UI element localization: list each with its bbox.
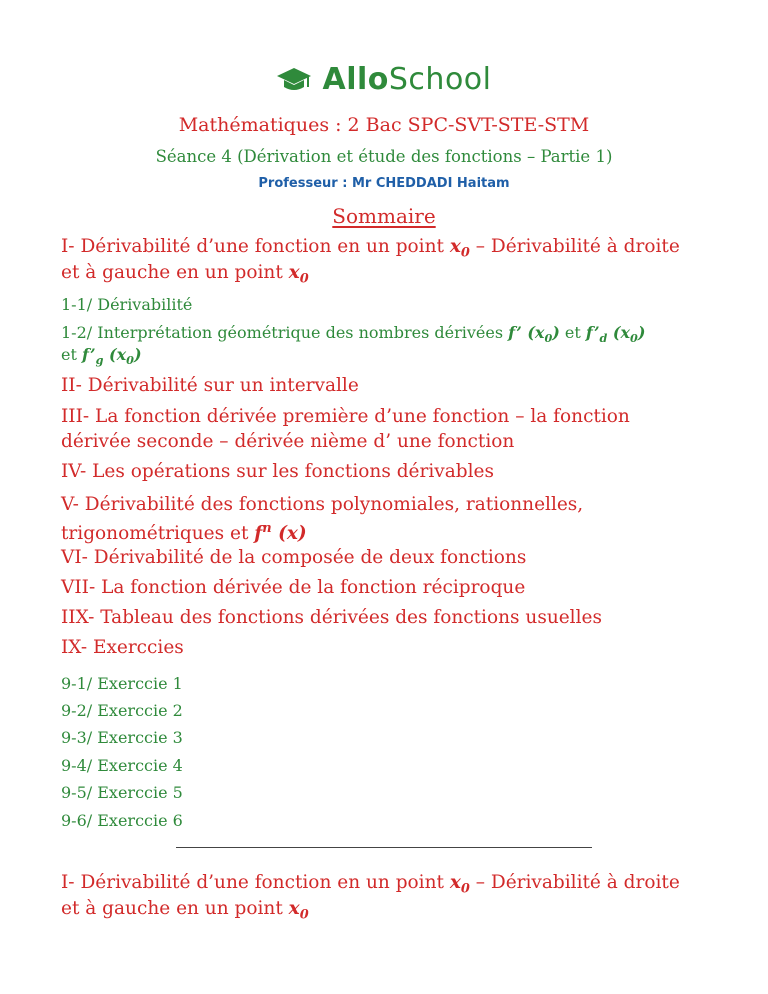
toc-text: – Dérivabilité à droite xyxy=(469,236,680,257)
math-x0: $x_0$ xyxy=(288,898,309,923)
graduation-cap-icon xyxy=(276,65,312,95)
toc-item-section-5[interactable]: V- Dérivabilité des fonctions polynomiales, rationnelles, xyxy=(61,494,584,515)
toc-item-exercise[interactable]: 9-3/ Exerccie 3 xyxy=(61,728,183,747)
toc-text: trigonométriques et xyxy=(61,523,255,545)
math-x0: $x_0$ xyxy=(449,872,470,897)
section-1-heading-cont xyxy=(61,896,309,929)
math-fn-x: $f^n$ (x) xyxy=(254,521,307,545)
toc-text: et xyxy=(61,345,82,364)
toc-item-1-2-cont[interactable] xyxy=(61,344,142,371)
document-title: Mathématiques : 2 Bac SPC-SVT-STE-STM xyxy=(178,114,590,136)
toc-item-section-2[interactable]: II- Dérivabilité sur un intervalle xyxy=(61,375,359,396)
horizontal-divider xyxy=(176,847,592,848)
math-x0: $x_0$ xyxy=(449,236,470,261)
document-subtitle: Séance 4 (Dérivation et étude des fonctions – Partie 1) xyxy=(155,147,613,166)
toc-text: et à gauche en un point xyxy=(61,262,289,283)
math-x0: $x_0$ xyxy=(288,262,309,287)
toc-item-1-1[interactable]: 1-1/ Dérivabilité xyxy=(61,295,193,314)
toc-text: et xyxy=(559,323,586,342)
logo-text-bold: Allo xyxy=(322,62,389,97)
professor-name: Professeur : Mr CHEDDADI Haitam xyxy=(258,176,510,191)
toc-item-section-9[interactable]: IX- Exerccies xyxy=(61,637,184,658)
logo-text-rest: School xyxy=(388,62,492,97)
toc-item-exercise[interactable]: 9-2/ Exerccie 2 xyxy=(61,701,183,720)
toc-item-section-5-cont[interactable] xyxy=(61,516,307,547)
toc-item-exercise[interactable]: 9-1/ Exerccie 1 xyxy=(61,674,183,693)
math-fprime-d-x0: $f’_d$ $(x_0)$ xyxy=(585,323,646,346)
toc-item-1-2[interactable] xyxy=(61,322,645,349)
toc-item-section-7[interactable]: VII- La fonction dérivée de la fonction réciproque xyxy=(61,577,526,598)
alloschool-logo xyxy=(0,62,768,97)
toc-text: 1-2/ Interprétation géométrique des nombres dérivées xyxy=(61,323,509,342)
heading-text: I- Dérivabilité d’une fonction en un point xyxy=(61,872,450,893)
toc-item-exercise[interactable]: 9-6/ Exerccie 6 xyxy=(61,811,183,830)
toc-text: I- Dérivabilité d’une fonction en un point xyxy=(61,236,450,257)
toc-item-section-8[interactable]: IIX- Tableau des fonctions dérivées des fonctions usuelles xyxy=(61,607,602,628)
toc-item-exercise[interactable]: 9-4/ Exerccie 4 xyxy=(61,756,183,775)
toc-item-section-6[interactable]: VI- Dérivabilité de la composée de deux fonctions xyxy=(61,547,527,568)
toc-item-exercise[interactable]: 9-5/ Exerccie 5 xyxy=(61,783,183,802)
toc-item-section-4[interactable]: IV- Les opérations sur les fonctions dérivables xyxy=(61,461,494,482)
toc-item-section-3[interactable]: III- La fonction dérivée première d’une fonction – la fonction xyxy=(61,406,630,427)
math-fprime-g-x0: $f’_g$ $(x_0)$ xyxy=(81,345,142,368)
toc-item-section-1-cont[interactable] xyxy=(61,260,309,293)
heading-text: et à gauche en un point xyxy=(61,898,289,919)
math-fprime-x0: f’ $(x_0)$ xyxy=(508,323,560,346)
toc-item-section-3-cont[interactable]: dérivée seconde – dérivée nième d’ une fonction xyxy=(61,431,515,452)
sommaire-heading[interactable]: Sommaire xyxy=(332,204,436,228)
logo-text xyxy=(322,62,491,97)
heading-text: – Dérivabilité à droite xyxy=(469,872,680,893)
